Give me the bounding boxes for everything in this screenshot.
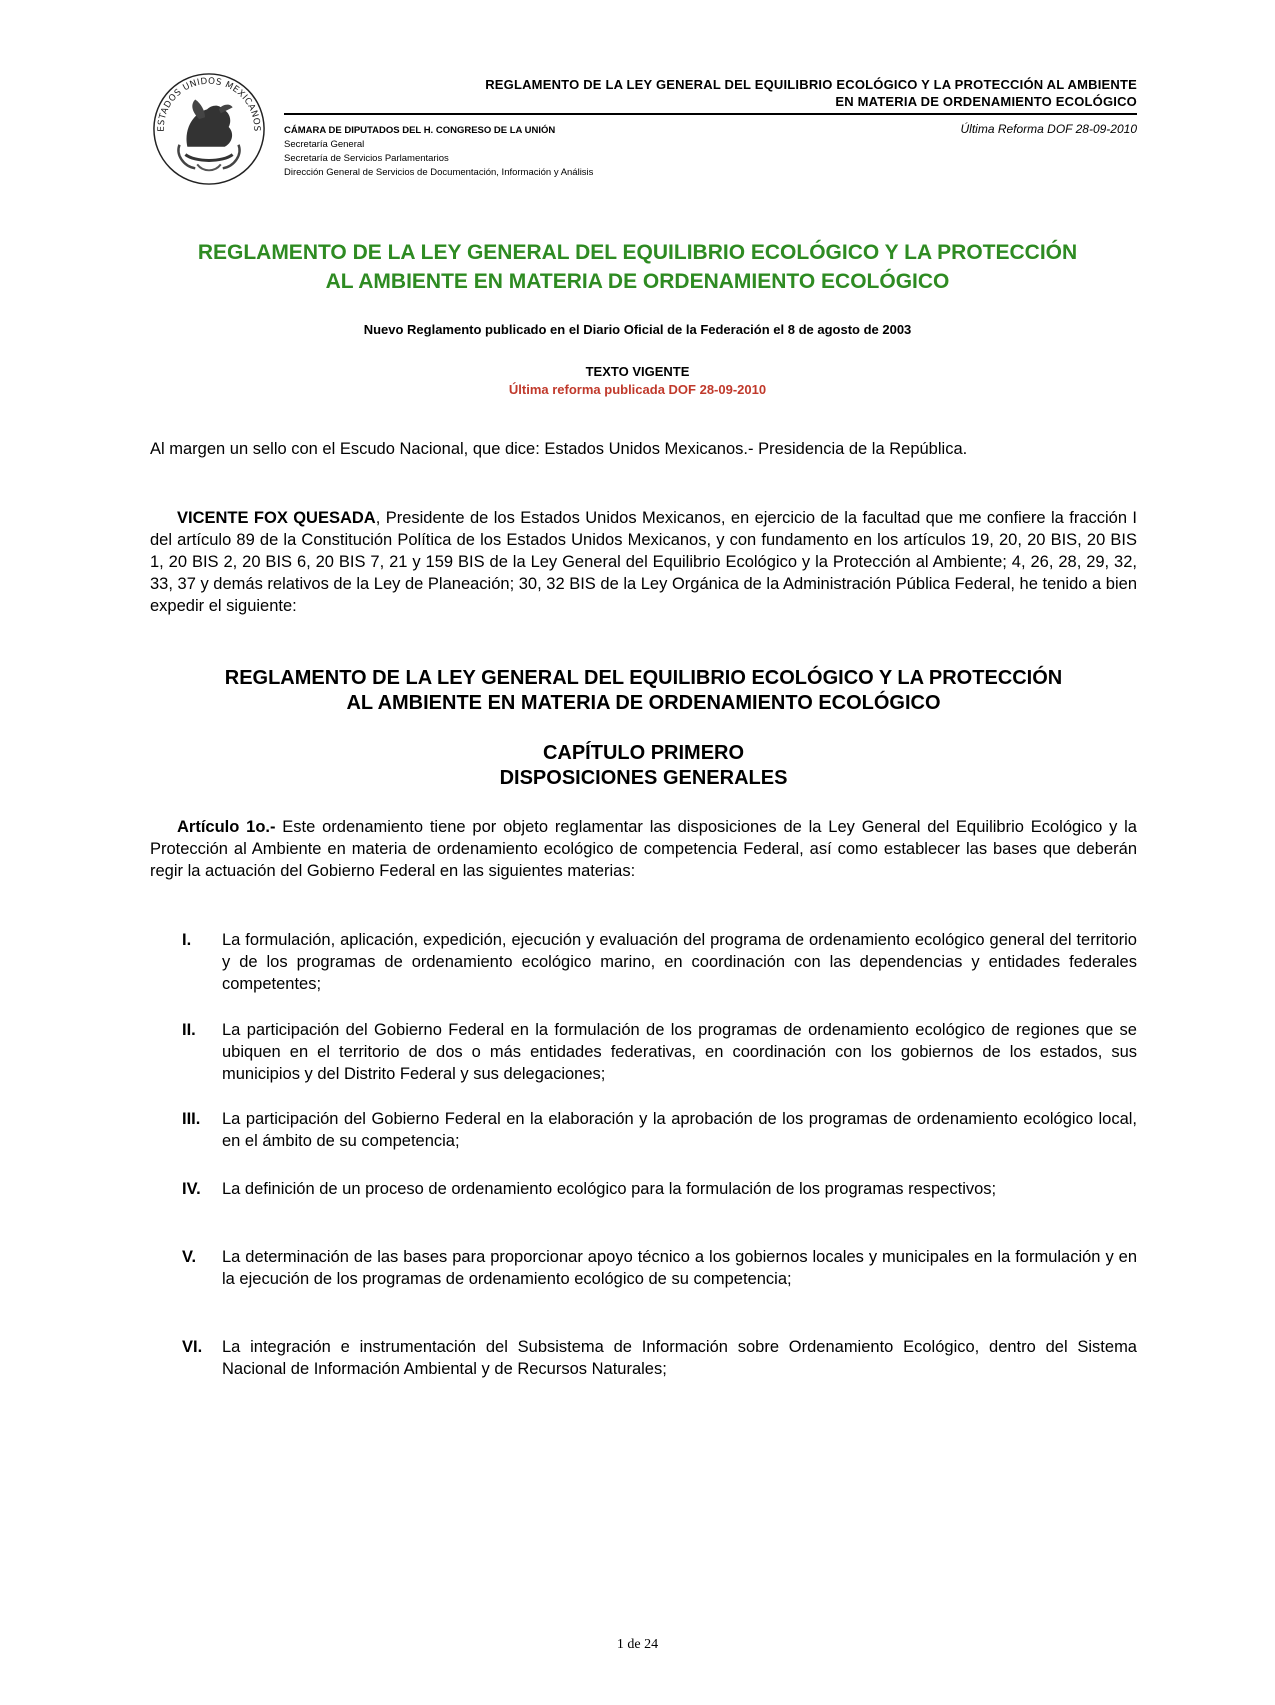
list-item: [150, 1246, 1137, 1290]
item-text: La formulación, aplicación, expedición, ejecución y evaluación del programa de ordenamiento ecológico general del territorio y de los programas de ordenamiento ecológico marino, en coordinación con las dependencias y entidades federales competentes;: [222, 931, 1137, 993]
header-last-reform: Última Reforma DOF 28-09-2010: [960, 122, 1137, 136]
item-number: VI.: [182, 1338, 203, 1356]
chapter-number: CAPÍTULO PRIMERO: [542, 742, 745, 764]
president-text: , Presidente de los Estados Unidos Mexicanos, en ejercicio de la facultad que me confiere la fracción I del artículo 89 de la Constitución Política de los Estados Unidos Mexicanos, y con fundamento en los artículos 19, 20, 20 BIS, 20 BIS 1, 20 BIS 2, 20 BIS 6, 20 BIS 7, 21 y 159 BIS de la Ley General del Equilibrio Ecológico y la Protección al Ambiente; 4, 26, 28, 29, 32, 33, 37 y demás relativos de la Ley de Planeación; 30, 32 BIS de la Ley Orgánica de la Administración Pública Federal, he tenido a bien expedir el siguiente:: [150, 509, 1137, 615]
seal-text: ESTADOS UNIDOS MEXICANOS: [156, 76, 262, 132]
institution-sub2: Secretaría de Servicios Parlamentarios: [284, 153, 449, 164]
item-number: V.: [182, 1248, 197, 1266]
document-title-line1: REGLAMENTO DE LA LEY GENERAL DEL EQUILIBRIO ECOLÓGICO Y LA PROTECCIÓN: [197, 241, 1078, 264]
national-seal-logo: [150, 70, 268, 188]
list-item: [150, 1108, 1137, 1152]
institution-sub3: Dirección General de Servicios de Documentación, Información y Análisis: [284, 167, 594, 178]
publication-note: Nuevo Reglamento publicado en el Diario Oficial de la Federación el 8 de agosto de 2003: [363, 322, 912, 337]
document-title-line2: AL AMBIENTE EN MATERIA DE ORDENAMIENTO ECOLÓGICO: [325, 270, 950, 293]
list-item: [150, 1019, 1137, 1085]
president-paragraph: [150, 507, 1137, 617]
vigente-block: [138, 363, 1137, 399]
item-text: La definición de un proceso de ordenamiento ecológico para la formulación de los programas respectivos;: [222, 1180, 997, 1198]
item-number: IV.: [182, 1180, 201, 1198]
running-header-title: [377, 76, 1137, 110]
last-reform-note: Última reforma publicada DOF 28-09-2010: [508, 382, 767, 397]
president-name: VICENTE FOX QUESADA: [177, 509, 376, 527]
article-1-paragraph: [150, 816, 1137, 882]
item-number: III.: [182, 1110, 201, 1128]
regulation-title: [150, 666, 1137, 716]
regulation-title-line1: REGLAMENTO DE LA LEY GENERAL DEL EQUILIBRIO ECOLÓGICO Y LA PROTECCIÓN: [224, 667, 1063, 689]
running-header-line2: EN MATERIA DE ORDENAMIENTO ECOLÓGICO: [835, 94, 1137, 109]
institution-sub1: Secretaría General: [284, 139, 365, 150]
running-header-line1: REGLAMENTO DE LA LEY GENERAL DEL EQUILIBRIO ECOLÓGICO Y LA PROTECCIÓN AL AMBIENTE: [485, 77, 1137, 92]
regulation-title-line2: AL AMBIENTE EN MATERIA DE ORDENAMIENTO ECOLÓGICO: [346, 692, 941, 714]
document-title: [138, 238, 1137, 296]
texto-vigente-label: TEXTO VIGENTE: [585, 364, 690, 379]
article-text: Este ordenamiento tiene por objeto reglamentar las disposiciones de la Ley General del Equilibrio Ecológico y la Protección al Ambiente en materia de ordenamiento ecológico de competencia Federal, así como establecer las bases que deberán regir la actuación del Gobierno Federal en las siguientes materias:: [150, 818, 1137, 880]
institution-block: [284, 124, 593, 180]
page-number: 1 de 24: [616, 1637, 659, 1652]
item-text: La participación del Gobierno Federal en la formulación de los programas de ordenamiento ecológico de regiones que se ubiquen en el territorio de dos o más entidades federativas, en coordinación con los gobiernos de los estados, sus municipios y del Distrito Federal y sus delegaciones;: [222, 1021, 1137, 1083]
item-text: La integración e instrumentación del Subsistema de Información sobre Ordenamiento Ecológico, dentro del Sistema Nacional de Información Ambiental y de Recursos Naturales;: [222, 1338, 1137, 1378]
list-item: [150, 1336, 1137, 1380]
item-number: I.: [182, 931, 192, 949]
header-divider: [284, 113, 1137, 115]
chapter-heading: [150, 741, 1137, 791]
item-number: II.: [182, 1021, 196, 1039]
list-item: [150, 929, 1137, 995]
article-label: Artículo 1o.-: [177, 818, 276, 836]
margin-note-paragraph: Al margen un sello con el Escudo Nacional, que dice: Estados Unidos Mexicanos.- Presidencia de la República.: [150, 440, 968, 458]
institution-name: CÁMARA DE DIPUTADOS DEL H. CONGRESO DE LA UNIÓN: [284, 125, 556, 136]
chapter-name: DISPOSICIONES GENERALES: [499, 767, 788, 789]
list-item: [150, 1178, 1137, 1200]
item-text: La determinación de las bases para proporcionar apoyo técnico a los gobiernos locales y municipales en la formulación y en la ejecución de los programas de ordenamiento ecológico de su competencia;: [222, 1248, 1137, 1288]
item-text: La participación del Gobierno Federal en la elaboración y la aprobación de los programas de ordenamiento ecológico local, en el ámbito de su competencia;: [222, 1110, 1137, 1150]
